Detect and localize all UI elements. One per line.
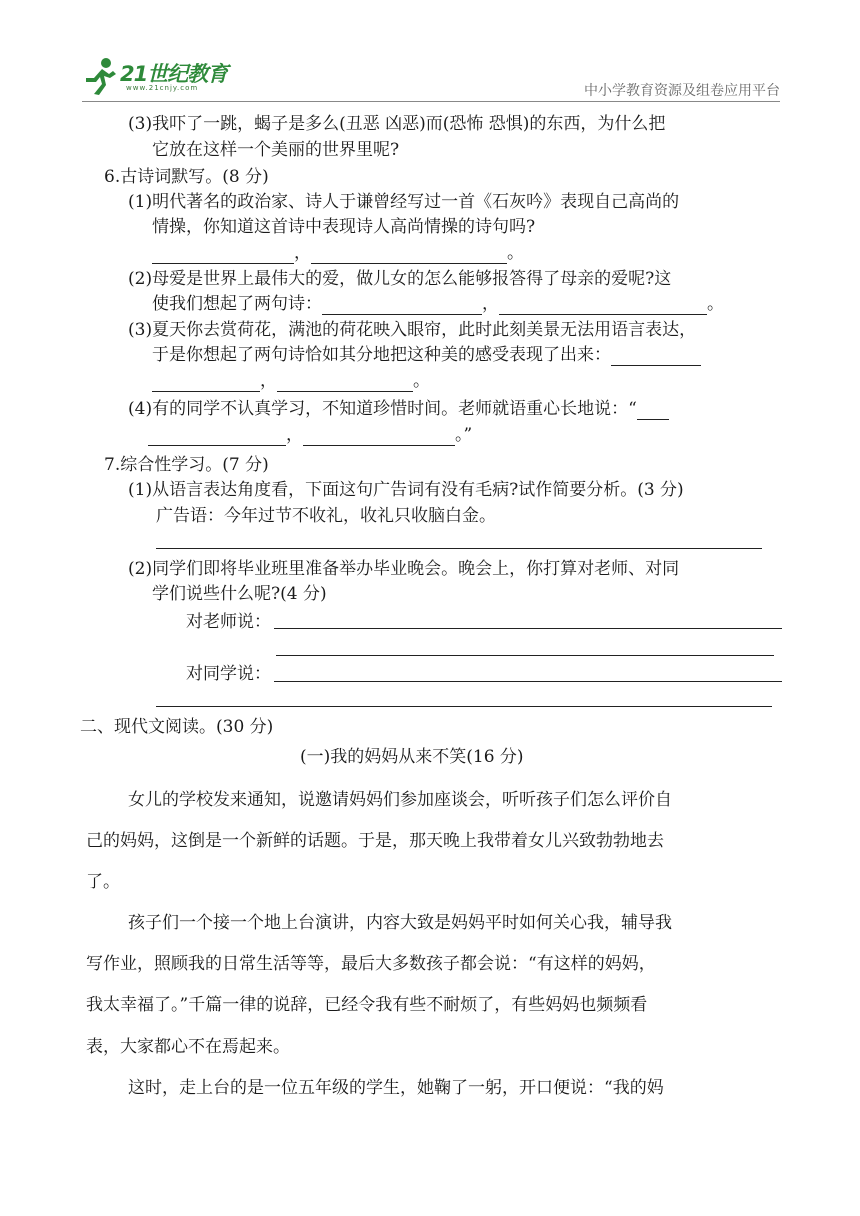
- answer-blank[interactable]: [637, 401, 669, 420]
- q6-4-answer: ， 。”: [148, 424, 472, 446]
- logo-text: 21世纪教育: [120, 62, 228, 86]
- answer-blank[interactable]: [148, 427, 286, 446]
- q6-title: 6.古诗词默写。(8 分): [104, 167, 269, 187]
- q7-1-line1: (1)从语言表达角度看，下面这句广告词有没有毛病?试作简要分析。(3 分): [128, 480, 684, 500]
- q6-1-line2: 情操，你知道这首诗中表现诗人高尚情操的诗句吗?: [152, 217, 536, 237]
- q7-title: 7.综合性学习。(7 分): [104, 455, 269, 475]
- header-divider: [82, 101, 780, 102]
- q6-1-answer: ， 。: [152, 242, 524, 264]
- para1-line1: 女儿的学校发来通知，说邀请妈妈们参加座谈会，听听孩子们怎么评价自: [128, 790, 672, 810]
- para2-line2: 写作业，照顾我的日常生活等等，最后大多数孩子都会说：“有这样的妈妈，: [86, 954, 656, 974]
- q7-1-line2: 广告语：今年过节不收礼，收礼只收脑白金。: [156, 506, 496, 526]
- answer-blank[interactable]: [303, 427, 455, 446]
- q6-4-line1: (4)有的同学不认真学习，不知道珍惜时间。老师就语重心长地说：“: [128, 398, 669, 420]
- q6-1-line1: (1)明代著名的政治家、诗人于谦曾经写过一首《石灰吟》表现自己高尚的: [128, 192, 680, 212]
- q6-2-line1: (2)母爱是世界上最伟大的爱，做儿女的怎么能够报答得了母亲的爱呢?这: [128, 269, 672, 289]
- q6-2-line2: 使我们想起了两句诗： ， 。: [152, 294, 724, 314]
- answer-line[interactable]: [274, 628, 782, 629]
- q5-3-line1: (3)我吓了一跳，蝎子是多么(丑恶 凶恶)而(恐怖 恐惧)的东西，为什么把: [128, 114, 666, 134]
- answer-line[interactable]: [274, 681, 782, 682]
- q7-2-line2: 学们说些什么呢?(4 分): [152, 584, 327, 604]
- to-teacher-label: 对老师说：: [186, 612, 271, 632]
- para2-line4: 表，大家都心不在焉起来。: [86, 1037, 290, 1057]
- answer-line[interactable]: [156, 548, 762, 549]
- passage-title: (一)我的妈妈从来不笑(16 分): [300, 747, 524, 767]
- answer-blank[interactable]: [277, 373, 413, 392]
- para3-line1: 这时，走上台的是一位五年级的学生，她鞠了一躬，开口便说：“我的妈: [128, 1078, 664, 1098]
- answer-blank[interactable]: [152, 245, 294, 264]
- q5-3-line2: 它放在这样一个美丽的世界里呢?: [152, 140, 400, 160]
- to-classmates-label: 对同学说：: [186, 664, 271, 684]
- logo-url: www.21cnjy.com: [126, 84, 199, 92]
- header-slogan: 中小学教育资源及组卷应用平台: [584, 83, 780, 99]
- running-man-icon: [82, 56, 118, 96]
- q6-3-line2: 于是你想起了两句诗恰如其分地把这种美的感受表现了出来：: [152, 344, 701, 366]
- para2-line3: 我太幸福了。”千篇一律的说辞，已经令我有些不耐烦了，有些妈妈也频频看: [86, 995, 648, 1015]
- answer-blank[interactable]: [311, 245, 507, 264]
- q6-3-line1: (3)夏天你去赏荷花，满池的荷花映入眼帘，此时此刻美景无法用语言表达，: [128, 320, 697, 340]
- logo: [82, 56, 232, 98]
- q6-3-answer: ， 。: [152, 370, 430, 392]
- answer-blank[interactable]: [152, 373, 260, 392]
- answer-line[interactable]: [156, 706, 772, 707]
- para2-line1: 孩子们一个接一个地上台演讲，内容大致是妈妈平时如何关心我，辅导我: [128, 913, 672, 933]
- q7-2-line1: (2)同学们即将毕业班里准备举办毕业晚会。晚会上，你打算对老师、对同: [128, 559, 680, 579]
- answer-blank[interactable]: [499, 296, 707, 315]
- para1-line3: 了。: [86, 872, 120, 892]
- answer-line[interactable]: [276, 655, 774, 656]
- answer-blank[interactable]: [611, 347, 701, 366]
- answer-blank[interactable]: [322, 296, 482, 315]
- section2-title: 二、现代文阅读。(30 分): [80, 717, 274, 737]
- para1-line2: 己的妈妈，这倒是一个新鲜的话题。于是，那天晚上我带着女儿兴致勃勃地去: [86, 831, 664, 851]
